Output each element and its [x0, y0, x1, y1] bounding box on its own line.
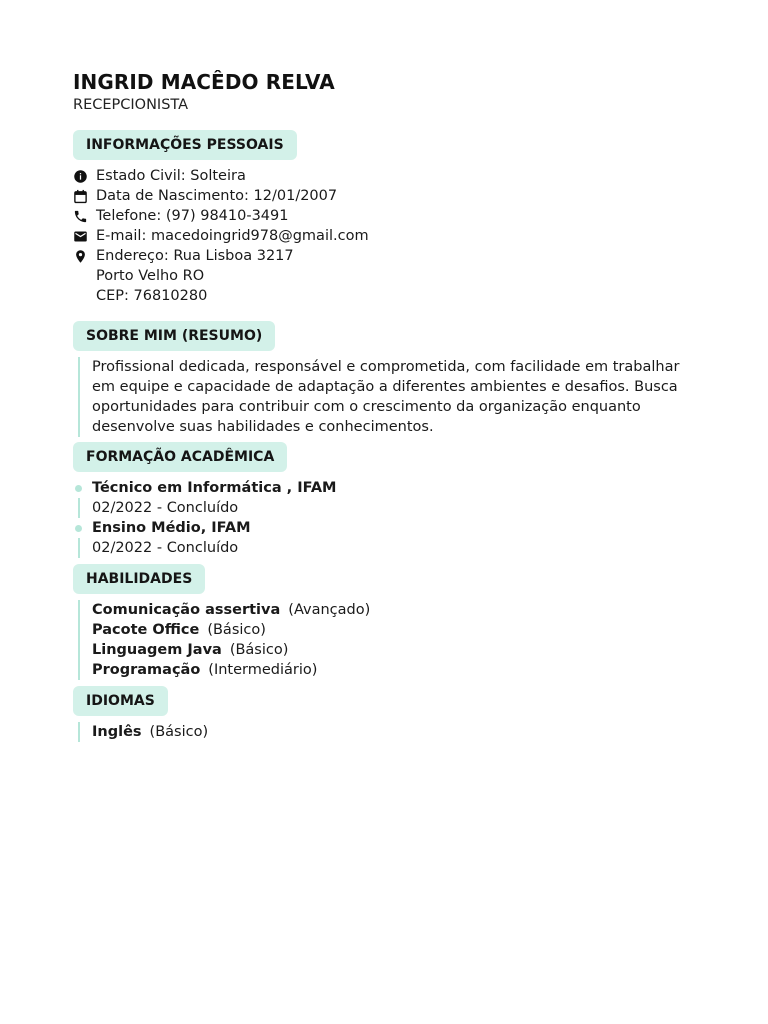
- skill-name: Linguagem Java: [92, 642, 222, 658]
- info-cep: CEP: 76810280: [96, 288, 208, 304]
- info-email: E-mail: macedoingrid978@gmail.com: [96, 228, 369, 244]
- skill-item: [92, 660, 693, 680]
- skill-level: (Avançado): [288, 602, 371, 618]
- education-status: 02/2022 - Concluído: [78, 538, 693, 558]
- bullet-dot: [75, 525, 82, 532]
- phone-icon: [73, 206, 96, 226]
- calendar-icon: [73, 186, 96, 206]
- education-course: Ensino Médio, IFAM: [92, 520, 251, 536]
- skill-item: [92, 640, 693, 660]
- skill-level: (Básico): [229, 642, 289, 658]
- section-title-education: FORMAÇÃO ACADÊMICA: [73, 442, 287, 472]
- languages-list: [78, 722, 693, 742]
- skill-name: Comunicação assertiva: [92, 602, 281, 618]
- skill-level: (Básico): [207, 622, 266, 638]
- skill-item: [92, 600, 693, 620]
- candidate-name: INGRID MACÊDO RELVA: [73, 70, 335, 94]
- info-marital: Estado Civil: Solteira: [96, 168, 246, 184]
- education-section: [73, 442, 693, 558]
- location-pin-icon: [73, 246, 96, 266]
- education-list: [73, 478, 693, 558]
- info-row-phone: [73, 206, 693, 226]
- info-row-birth: [73, 186, 693, 206]
- education-course: Técnico em Informática , IFAM: [92, 480, 337, 496]
- personal-section: [73, 130, 693, 306]
- skill-name: Pacote Office: [92, 622, 200, 638]
- personal-info-list: [73, 166, 693, 306]
- education-item-title-row: [73, 518, 693, 538]
- languages-section: [73, 686, 693, 742]
- about-section: [73, 321, 693, 437]
- section-title-personal: INFORMAÇÕES PESSOAIS: [73, 130, 297, 160]
- language-level: (Básico): [149, 724, 209, 740]
- skill-level: (Intermediário): [208, 662, 318, 678]
- info-icon: [73, 166, 96, 186]
- language-item: [92, 722, 693, 742]
- skills-section: [73, 564, 693, 680]
- skill-name: Programação: [92, 662, 201, 678]
- info-row-email: [73, 226, 693, 246]
- section-title-languages: IDIOMAS: [73, 686, 168, 716]
- bullet-dot: [75, 485, 82, 492]
- language-name: Inglês: [92, 724, 142, 740]
- education-item: [73, 518, 693, 558]
- mail-icon: [73, 226, 96, 246]
- section-title-skills: HABILIDADES: [73, 564, 205, 594]
- section-title-about: SOBRE MIM (RESUMO): [73, 321, 275, 351]
- candidate-role: RECEPCIONISTA: [73, 97, 189, 113]
- info-row-marital: [73, 166, 693, 186]
- resume-page: [73, 70, 693, 742]
- skill-item: [92, 620, 693, 640]
- info-row-address: [73, 246, 693, 266]
- about-summary: Profissional dedicada, responsável e comprometida, com facilidade em trabalhar em equipe e capacidade de adaptação a diferentes ambientes e desafios. Busca oportunidades para contribuir com o crescimento da organização enquanto desenvolve suas habilidades e conhecimentos.: [78, 357, 693, 437]
- info-birth: Data de Nascimento: 12/01/2007: [96, 188, 338, 204]
- info-address: Endereço: Rua Lisboa 3217: [96, 248, 294, 264]
- education-status: 02/2022 - Concluído: [78, 498, 693, 518]
- education-item: [73, 478, 693, 518]
- skills-list: [78, 600, 693, 680]
- education-item-title-row: [73, 478, 693, 498]
- info-phone: Telefone: (97) 98410-3491: [96, 208, 289, 224]
- info-city: Porto Velho RO: [96, 268, 205, 284]
